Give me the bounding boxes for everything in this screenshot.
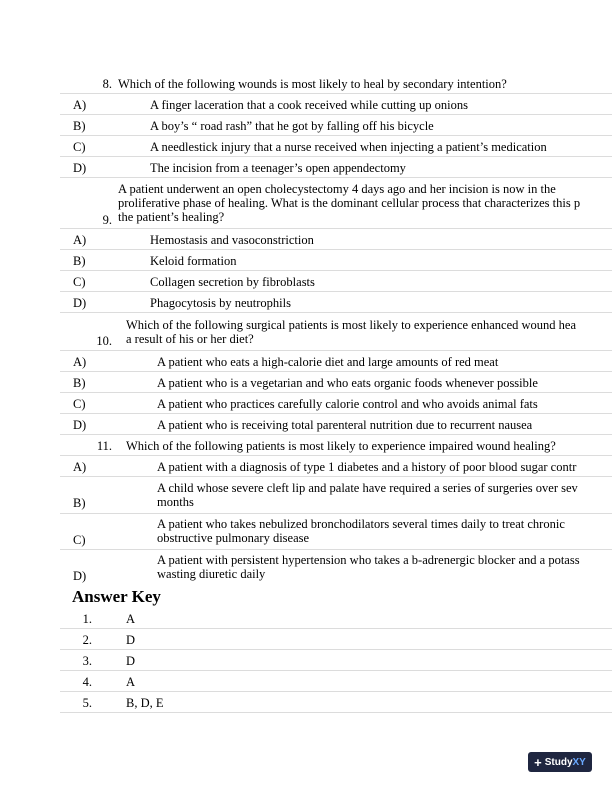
answer-row	[60, 692, 612, 713]
option-label: C)	[73, 140, 86, 154]
option-label: A)	[73, 233, 87, 247]
option-row	[60, 157, 612, 178]
option-row	[60, 514, 612, 550]
answer-key-title: Answer Key	[72, 587, 161, 606]
option-row	[60, 477, 612, 514]
option-label: A)	[73, 355, 87, 369]
option-label: C)	[73, 275, 86, 289]
question-row	[60, 178, 612, 229]
question-number: 10.	[96, 334, 112, 348]
option-row	[60, 351, 612, 372]
option-row	[60, 250, 612, 271]
question-text: A patient underwent an open cholecystectomy 4 days ago and her incision is now in the proliferative phase of healing. What is the dominant cellular process that characterizes this p the patient’s healing?	[118, 182, 581, 224]
option-text: A needlestick injury that a nurse received when injecting a patient’s medication	[150, 140, 547, 154]
option-row	[60, 292, 612, 313]
answer-row	[60, 608, 612, 629]
option-text: Collagen secretion by fibroblasts	[150, 275, 315, 289]
answer-number: 4.	[82, 675, 92, 689]
option-text: Keloid formation	[150, 254, 237, 268]
question-row	[60, 72, 612, 94]
question-number: 11.	[96, 439, 112, 453]
answer-number: 5.	[82, 696, 92, 710]
option-text: A child whose severe cleft lip and palate have required a series of surgeries over sev months	[157, 481, 578, 509]
question-text: Which of the following patients is most likely to experience impaired wound healing?	[126, 439, 556, 453]
option-label: D)	[73, 296, 87, 310]
option-label: C)	[73, 533, 86, 547]
answer-value: A	[126, 612, 136, 626]
answer-row	[60, 629, 612, 650]
answer-value: D	[126, 654, 136, 668]
option-label: A)	[73, 460, 87, 474]
answer-row	[60, 671, 612, 692]
option-label: B)	[73, 496, 86, 510]
option-label: C)	[73, 397, 86, 411]
option-text: A finger laceration that a cook received while cutting up onions	[150, 98, 468, 112]
option-row	[60, 550, 612, 586]
option-label: D)	[73, 161, 87, 175]
option-row	[60, 115, 612, 136]
answer-value: A	[126, 675, 136, 689]
question-text: Which of the following wounds is most likely to heal by secondary intention?	[118, 77, 507, 91]
option-text: The incision from a teenager’s open appendectomy	[150, 161, 406, 175]
option-label: B)	[73, 254, 86, 268]
option-text: A patient with a diagnosis of type 1 diabetes and a history of poor blood sugar contr	[157, 460, 577, 474]
option-text: A patient who is receiving total parenteral nutrition due to recurrent nausea	[157, 418, 533, 432]
question-row	[60, 313, 612, 351]
option-label: D)	[73, 418, 87, 432]
option-text: A patient who takes nebulized bronchodilators several times daily to treat chronic obstructive pulmonary disease	[157, 517, 565, 545]
option-label: B)	[73, 119, 86, 133]
answer-number: 2.	[82, 633, 92, 647]
option-row	[60, 271, 612, 292]
question-number: 9.	[102, 213, 112, 227]
option-row	[60, 229, 612, 250]
answer-value: B, D, E	[126, 696, 164, 710]
option-text: A patient who practices carefully calorie control and who avoids animal fats	[157, 397, 538, 411]
question-row	[60, 435, 612, 456]
option-row	[60, 372, 612, 393]
option-label: D)	[73, 569, 87, 583]
logo-text: StudyXY	[544, 756, 586, 768]
option-row	[60, 94, 612, 115]
option-row	[60, 136, 612, 157]
option-row	[60, 393, 612, 414]
option-text: A patient with persistent hypertension who takes a b-adrenergic blocker and a potass wasting diuretic daily	[157, 553, 580, 581]
option-label: A)	[73, 98, 87, 112]
studyxy-logo	[528, 752, 592, 772]
option-row	[60, 456, 612, 477]
question-number: 8.	[102, 77, 112, 91]
answer-value: D	[126, 633, 136, 647]
option-row	[60, 414, 612, 435]
option-text: Hemostasis and vasoconstriction	[150, 233, 314, 247]
option-label: B)	[73, 376, 86, 390]
plus-icon: +	[534, 754, 542, 770]
answer-row	[60, 650, 612, 671]
option-text: A patient who is a vegetarian and who eats organic foods whenever possible	[157, 376, 538, 390]
question-text: Which of the following surgical patients is most likely to experience enhanced wound hea a result of his or her diet?	[126, 318, 576, 346]
option-text: A patient who eats a high-calorie diet and large amounts of red meat	[157, 355, 499, 369]
option-text: A boy’s “ road rash” that he got by falling off his bicycle	[150, 119, 434, 133]
answer-number: 1.	[82, 612, 92, 626]
option-text: Phagocytosis by neutrophils	[150, 296, 291, 310]
answer-number: 3.	[82, 654, 92, 668]
